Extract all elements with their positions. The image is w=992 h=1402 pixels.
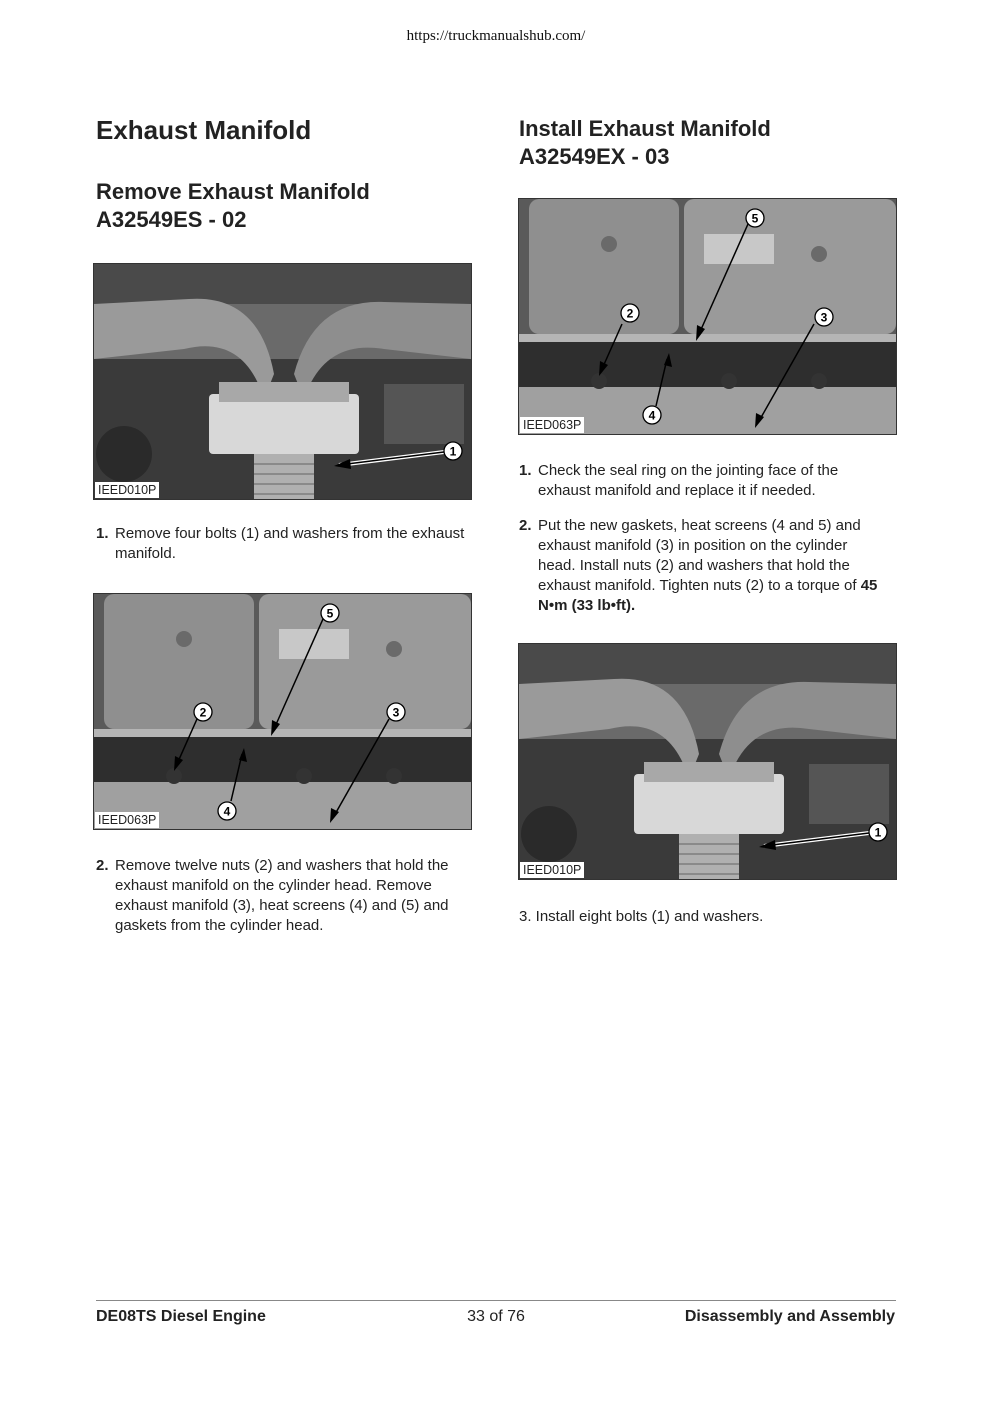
remove-step-1 (96, 524, 466, 564)
remove-step-2 (96, 856, 471, 936)
step-number: 1. (519, 462, 532, 479)
figure-id: IEED010P (95, 482, 159, 498)
figure-id: IEED010P (520, 862, 584, 878)
step-text: Remove twelve nuts (2) and washers that hold the exhaust manifold on the cylinder head. Remove exhaust manifold (3), heat screens (4) and (5) and gaskets from the cylinder head. (115, 857, 449, 934)
step-text: Put the new gaskets, heat screens (4 and 5) and exhaust manifold (3) in position on the cylinder head. Install nuts (2) and washers that hold the exhaust manifold. Tighten nuts (2) to a torque of (538, 517, 861, 594)
figure-install-bolts (518, 643, 897, 880)
figure-manifold-bolts (93, 263, 472, 500)
remove-heading-code: A32549ES - 02 (96, 207, 247, 232)
install-step-1 (519, 461, 889, 501)
callout-2: 2 (199, 705, 207, 720)
page-title: Exhaust Manifold (96, 115, 312, 145)
figure-manifold-nuts (93, 593, 472, 830)
callout-1: 1 (874, 825, 882, 840)
remove-heading-line1: Remove Exhaust Manifold (96, 179, 370, 204)
step-text: 3. Install eight bolts (1) and washers. (519, 908, 764, 925)
figure-install-heat-screens (518, 198, 897, 435)
source-url: https://truckmanualshub.com/ (406, 28, 586, 44)
step-text: Remove four bolts (1) and washers from the exhaust manifold. (115, 525, 465, 562)
callout-3: 3 (820, 310, 828, 325)
install-heading (519, 115, 771, 171)
callout-4: 4 (648, 408, 656, 423)
callout-5: 5 (326, 606, 334, 621)
step-number: 2. (519, 517, 532, 534)
callout-1: 1 (449, 444, 457, 459)
remove-heading (96, 178, 370, 234)
install-heading-line1: Install Exhaust Manifold (519, 116, 771, 141)
step-text: Check the seal ring on the jointing face of the exhaust manifold and replace it if needed. (538, 462, 839, 499)
install-step-3 (519, 907, 889, 927)
step-number: 1. (96, 525, 109, 542)
figure-id: IEED063P (520, 417, 584, 433)
install-step-2 (519, 516, 889, 616)
footer-section-title: Disassembly and Assembly (684, 1308, 895, 1325)
footer-divider (96, 1300, 896, 1301)
callout-5: 5 (751, 211, 759, 226)
figure-id: IEED063P (95, 812, 159, 828)
footer-document-title: DE08TS Diesel Engine (96, 1308, 266, 1325)
callout-4: 4 (223, 804, 231, 819)
step-number: 2. (96, 857, 109, 874)
install-heading-code: A32549EX - 03 (519, 144, 670, 169)
callout-2: 2 (626, 306, 634, 321)
callout-3: 3 (392, 705, 400, 720)
torque-value: 45 N•m (33 lb•ft). (538, 577, 878, 614)
page-number: 33 of 76 (467, 1308, 525, 1325)
